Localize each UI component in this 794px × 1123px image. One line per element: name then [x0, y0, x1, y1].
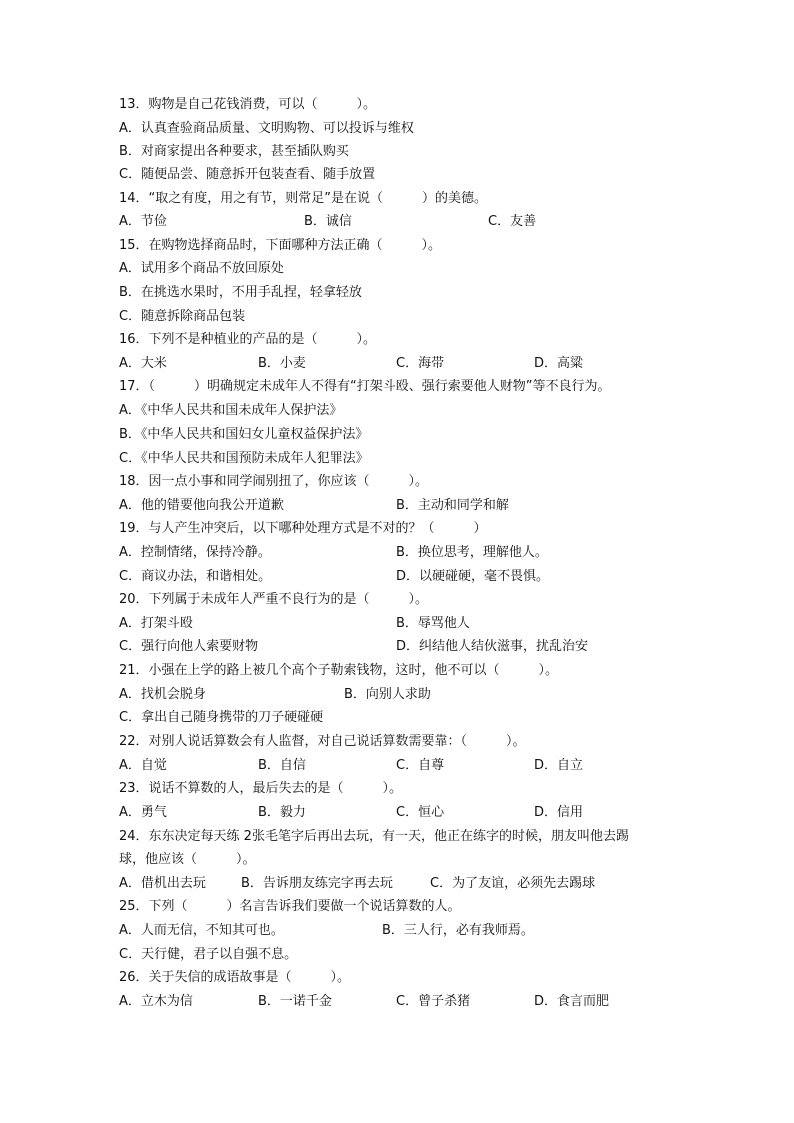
question-25-option-c: C．天行健，君子以自强不息。 [119, 947, 298, 962]
question-24-option-a: A．借机出去玩 [119, 876, 206, 891]
question-17-option-b: B．《中华人民共和国妇女儿童权益保护法》 [119, 427, 369, 442]
question-19-option-b: B．换位思考，理解他人。 [396, 545, 548, 560]
question-22-option-c: C．自尊 [396, 758, 445, 773]
question-16-option-c: C．海带 [396, 356, 445, 371]
question-25-option-b: B．三人行，必有我师焉。 [382, 923, 534, 938]
question-16-option-d: D．高粱 [534, 356, 584, 371]
question-14-option-c: C．友善 [488, 214, 537, 229]
question-25-option-a: A．人而无信，不知其可也。 [119, 923, 284, 938]
question-14-option-b: B．诚信 [304, 214, 352, 229]
question-20-option-a: A．打架斗殴 [119, 616, 193, 631]
question-19-option-d: D．以硬碰硬，毫不畏惧。 [396, 569, 550, 584]
question-25-stem: 25．下列（ ）名言告诉我们要做一个说话算数的人。 [119, 899, 461, 914]
question-13-option-b: B．对商家提出各种要求，甚至插队购买 [119, 144, 349, 159]
question-16-stem: 16．下列不是种植业的产品的是（ ）。 [119, 332, 377, 347]
question-17-option-c: C．《中华人民共和国预防未成年人犯罪法》 [119, 451, 369, 466]
question-26-option-d: D．食言而肥 [534, 994, 610, 1009]
question-14-option-a: A．节俭 [119, 214, 167, 229]
question-15-option-a: A．试用多个商品不放回原处 [119, 261, 284, 276]
question-21-stem: 21．小强在上学的路上被几个高个子勒索钱物，这时，他不可以（ ）。 [119, 663, 559, 678]
question-15-option-b: B．在挑选水果时，不用手乱捏，轻拿轻放 [119, 285, 362, 300]
question-24-option-c: C．为了友谊，必须先去踢球 [430, 876, 596, 891]
question-14-stem: 14．“取之有度，用之有节，则常足”是在说（ ）的美德。 [119, 191, 488, 206]
question-26-stem: 26．关于失信的成语故事是（ ）。 [119, 970, 351, 985]
question-16-option-b: B．小麦 [258, 356, 306, 371]
question-18-option-a: A．他的错要他向我公开道歉 [119, 498, 284, 513]
question-19-option-c: C．商议办法，和谐相处。 [119, 569, 272, 584]
question-26-option-a: A．立木为信 [119, 994, 193, 1009]
question-23-option-a: A．勇气 [119, 805, 167, 820]
question-22-option-d: D．自立 [534, 758, 584, 773]
question-17-stem: 17．（ ）明确规定未成年人不得有“打架斗殴、强行索要他人财物”等不良行为。 [119, 379, 611, 394]
question-17-option-a: A．《中华人民共和国未成年人保护法》 [119, 403, 343, 418]
question-18-stem: 18．因一点小事和同学闹别扭了，你应该（ ）。 [119, 474, 429, 489]
question-24-stem: 24．东东决定每天练 2张毛笔字后再出去玩，有一天，他正在练字的时候，朋友叫他去踢 [119, 829, 629, 844]
question-20-option-c: C．强行向他人索要财物 [119, 639, 259, 654]
question-20-option-d: D．纠结他人结伙滋事，扰乱治安 [396, 639, 589, 654]
question-16-option-a: A．大米 [119, 356, 167, 371]
question-19-option-a: A．控制情绪，保持冷静。 [119, 545, 271, 560]
question-22-option-a: A．自觉 [119, 758, 167, 773]
question-21-option-a: A．找机会脱身 [119, 687, 206, 702]
question-23-option-c: C．恒心 [396, 805, 445, 820]
question-22-option-b: B．自信 [258, 758, 306, 773]
question-21-option-c: C．拿出自己随身携带的刀子硬碰硬 [119, 710, 324, 725]
question-20-stem: 20．下列属于未成年人严重不良行为的是（ ）。 [119, 592, 429, 607]
question-24-stem-continued: 球，他应该（ ）。 [119, 852, 256, 867]
question-19-stem: 19．与人产生冲突后，以下哪种处理方式是不对的？（ ） [119, 521, 487, 536]
question-13-option-a: A．认真查验商品质量、文明购物、可以投诉与维权 [119, 121, 414, 136]
question-20-option-b: B．辱骂他人 [396, 616, 470, 631]
question-22-stem: 22．对别人说话算数会有人监督，对自己说话算数需要靠：（ ）。 [119, 734, 526, 749]
question-13-option-c: C．随便品尝、随意拆开包装查看、随手放置 [119, 167, 376, 182]
question-23-option-b: B．毅力 [258, 805, 306, 820]
question-13-stem: 13．购物是自己花钱消费，可以（ ）。 [119, 97, 377, 112]
question-18-option-b: B．主动和同学和解 [396, 498, 509, 513]
question-24-option-b: B．告诉朋友练完字再去玩 [241, 876, 393, 891]
question-15-option-c: C．随意拆除商品包装 [119, 309, 246, 324]
question-26-option-c: C．曾子杀猪 [396, 994, 471, 1009]
question-21-option-b: B．向别人求助 [344, 687, 431, 702]
question-15-stem: 15．在购物选择商品时，下面哪种方法正确（ ）。 [119, 238, 442, 253]
question-23-stem: 23．说话不算数的人，最后失去的是（ ）。 [119, 781, 403, 796]
question-23-option-d: D．信用 [534, 805, 584, 820]
question-26-option-b: B．一诺千金 [258, 994, 332, 1009]
